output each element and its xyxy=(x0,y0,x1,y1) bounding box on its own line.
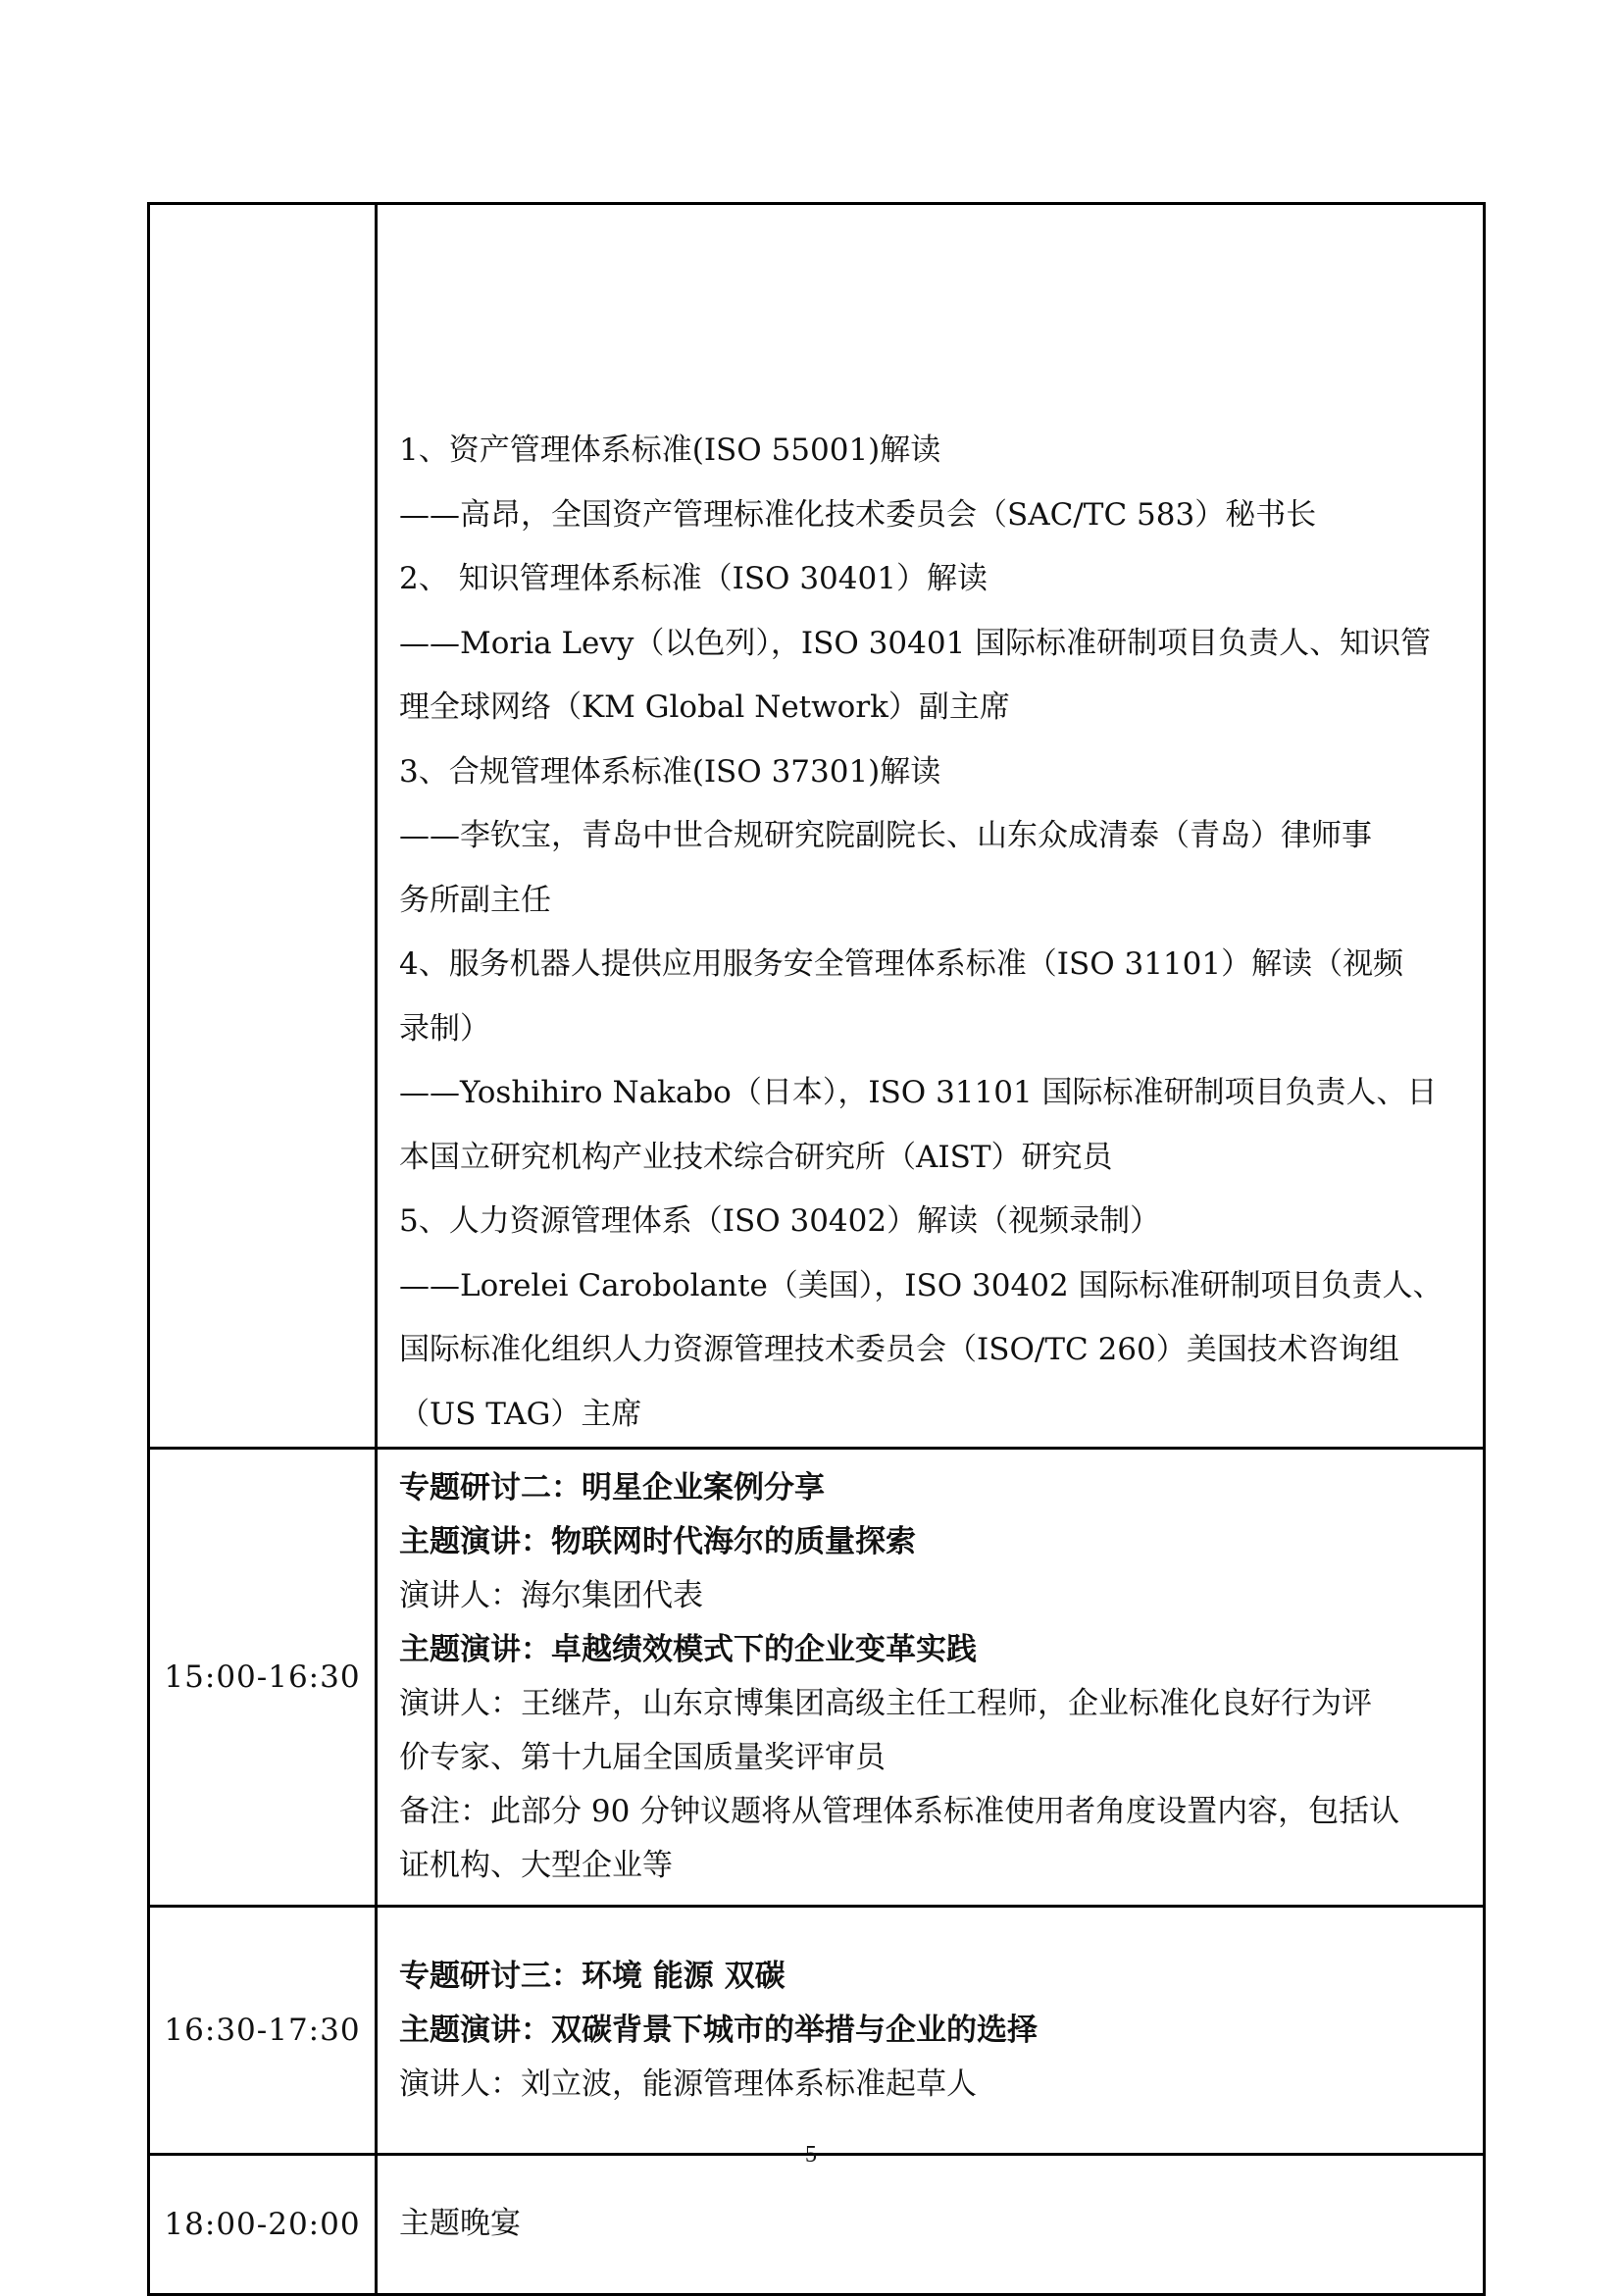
time-cell xyxy=(149,204,377,1449)
agenda-line: ——高昂，全国资产管理标准化技术委员会（SAC/TC 583）秘书长 xyxy=(399,496,1317,533)
agenda-line: 4、服务机器人提供应用服务安全管理体系标准（ISO 31101）解读（视频 xyxy=(399,946,1404,982)
agenda-row xyxy=(149,204,1485,1449)
agenda-table xyxy=(147,202,1486,2296)
agenda-line: 主题演讲：卓越绩效模式下的企业变革实践 xyxy=(399,1632,977,1667)
agenda-line: 演讲人：海尔集团代表 xyxy=(399,1578,703,1613)
agenda-line: （US TAG）主席 xyxy=(399,1396,642,1432)
agenda-line: 理全球网络（KM Global Network）副主席 xyxy=(399,689,1010,725)
agenda-row xyxy=(149,1449,1485,1907)
agenda-line: 3、合规管理体系标准(ISO 37301)解读 xyxy=(399,753,941,790)
agenda-line: 演讲人：王继芹，山东京博集团高级主任工程师，企业标准化良好行为评 xyxy=(399,1686,1372,1721)
agenda-line: 5、人力资源管理体系（ISO 30402）解读（视频录制） xyxy=(399,1203,1161,1239)
agenda-line: 主题演讲：物联网时代海尔的质量探索 xyxy=(399,1524,916,1559)
agenda-line: ——李钦宝，青岛中世合规研究院副院长、山东众成清泰（青岛）律师事 xyxy=(399,818,1372,853)
time-cell: 15:00-16:30 xyxy=(149,1449,377,1907)
agenda-row xyxy=(149,1907,1485,2155)
time-cell: 16:30-17:30 xyxy=(149,1907,377,2155)
agenda-line: 录制） xyxy=(399,1010,490,1046)
agenda-line: 演讲人：刘立波，能源管理体系标准起草人 xyxy=(399,2066,977,2102)
agenda-row xyxy=(149,2155,1485,2295)
agenda-line: 专题研讨三：环境 能源 双碳 xyxy=(399,1958,786,1994)
agenda-line: 务所副主任 xyxy=(399,882,551,918)
content-cell xyxy=(377,1907,1485,2155)
agenda-line: 2、 知识管理体系标准（ISO 30401）解读 xyxy=(399,561,988,596)
content-cell xyxy=(377,204,1485,1449)
agenda-line: 专题研讨二：明星企业案例分享 xyxy=(399,1470,825,1505)
agenda-line: ——Yoshihiro Nakabo（日本），ISO 31101 国际标准研制项目负责人、日 xyxy=(399,1075,1438,1110)
agenda-line: 备注：此部分 90 分钟议题将从管理体系标准使用者角度设置内容，包括认 xyxy=(399,1794,1400,1829)
page-number: 5 xyxy=(805,2142,817,2168)
agenda-line: 证机构、大型企业等 xyxy=(399,1848,673,1883)
agenda-line: 主题晚宴 xyxy=(399,2206,521,2242)
agenda-line: 1、资产管理体系标准(ISO 55001)解读 xyxy=(399,433,941,468)
time-cell: 18:00-20:00 xyxy=(149,2155,377,2295)
agenda-line: 价专家、第十九届全国质量奖评审员 xyxy=(399,1740,886,1775)
agenda-line: ——Lorelei Carobolante（美国），ISO 30402 国际标准研制项目负责人、 xyxy=(399,1267,1444,1303)
content-cell xyxy=(377,1449,1485,1907)
content-cell xyxy=(377,2155,1485,2295)
agenda-line: 主题演讲：双碳背景下城市的举措与企业的选择 xyxy=(399,2012,1038,2048)
agenda-line: 本国立研究机构产业技术综合研究所（AIST）研究员 xyxy=(399,1139,1113,1175)
agenda-line: ——Moria Levy（以色列），ISO 30401 国际标准研制项目负责人、知识管 xyxy=(399,625,1432,661)
agenda-line: 国际标准化组织人力资源管理技术委员会（ISO/TC 260）美国技术咨询组 xyxy=(399,1332,1399,1367)
